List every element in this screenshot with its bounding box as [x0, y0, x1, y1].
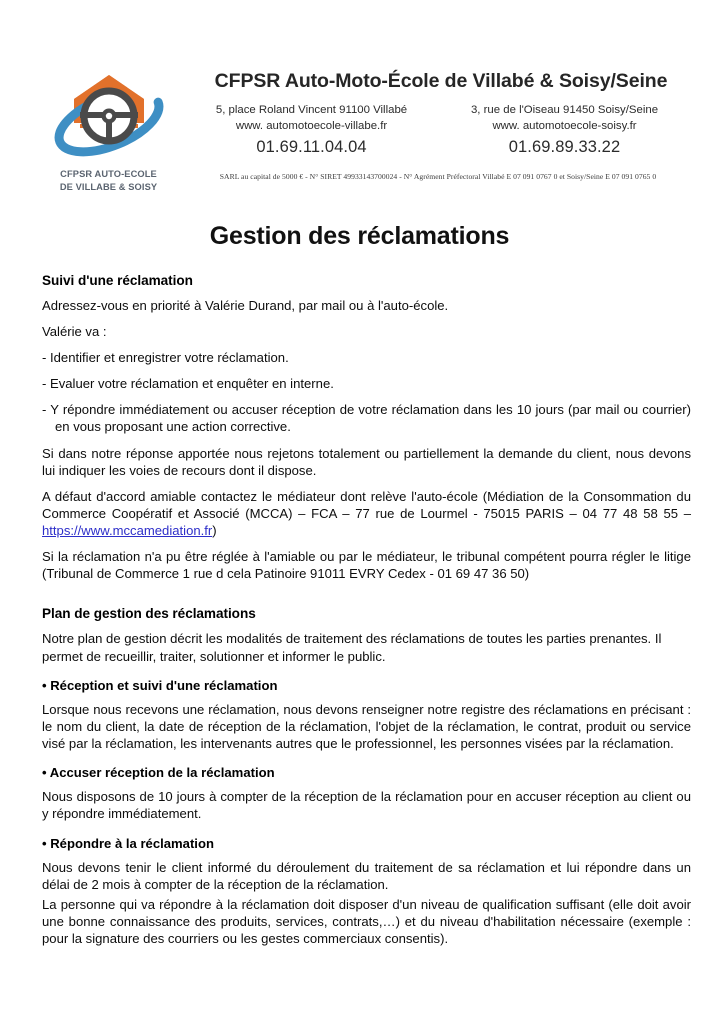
plan-subsection-reception [42, 677, 691, 752]
suivi-paragraph-rejet: Si dans notre réponse apportée nous rejetons totalement ou partiellement la demande du client, nous devons lui indiquer les voies de recours dont il dispose. [42, 445, 691, 478]
section-heading-plan: Plan de gestion des réclamations [42, 606, 256, 622]
logo-caption-line1: CFPSR AUTO-ECOLE [60, 169, 157, 179]
logo-block [36, 60, 181, 194]
plan-subsection-bullet: • Réception et suivi d'une réclamation [42, 677, 278, 693]
suivi-list-item: - Y répondre immédiatement ou accuser réception de votre réclamation dans les 10 jours (par mail ou courrier) en vous proposant une action corrective. [42, 402, 691, 435]
plan-subsection-body: Nous devons tenir le client informé du déroulement du traitement de sa réclamation et lui répondre dans un délai de 2 mois à compter de la réception de la réclamation. [42, 859, 691, 892]
suivi-list-item: - Identifier et enregistrer votre réclamation. [42, 349, 289, 365]
mcca-mediation-link[interactable]: https://www.mccamediation.fr [42, 523, 213, 539]
branch-website[interactable]: www. automotoecole-villabe.fr [235, 120, 388, 133]
branch-villabe [185, 103, 438, 158]
branch-soisy [438, 103, 691, 158]
section-heading-suivi: Suivi d'une réclamation [42, 272, 193, 288]
logo-caption [60, 168, 157, 194]
plan-subsection-repondre [42, 835, 691, 948]
branch-website[interactable]: www. automotoecole-soisy.fr [492, 120, 637, 133]
page-title: Gestion des réclamations [209, 221, 510, 250]
suivi-paragraph-mediateur [42, 488, 691, 539]
cfpsr-driving-school-logo-icon [50, 66, 168, 166]
suivi-list-item: - Evaluer votre réclamation et enquêter en interne. [42, 376, 334, 392]
branch-address: 5, place Roland Vincent 91100 Villabé [215, 104, 408, 116]
plan-intro: Notre plan de gestion décrit les modalités de traitement des réclamations de toutes les parties prenantes. Il permet de recueillir, traiter, solutionner et informer le public. [42, 631, 662, 664]
company-name: CFPSR Auto-Moto-École de Villabé & Soisy/Seine [214, 70, 668, 92]
suivi-lead-in: Valérie va : [42, 323, 107, 339]
plan-subsection-bullet: • Répondre à la réclamation [42, 835, 214, 851]
branch-phone[interactable]: 01.69.89.33.22 [508, 137, 621, 156]
plan-subsection-accuser [42, 764, 691, 822]
document-body [0, 273, 719, 948]
header-text-block [181, 60, 691, 181]
legal-registration-line: SARL au capital de 5000 € - N° SIRET 49933143700024 - N° Agrément Préfectoral Villabé E 07 091 0767 0 et Soisy/Seine E 07 091 0765 0 [219, 172, 657, 182]
branch-phone[interactable]: 01.69.11.04.04 [256, 137, 367, 156]
mediateur-text-after-link: ) [212, 523, 217, 539]
branch-address: 3, rue de l'Oiseau 91450 Soisy/Seine [470, 104, 659, 116]
plan-subsection-body: La personne qui va répondre à la réclamation doit disposer d'un niveau de qualification suffisant (elle doit avoir une bonne connaissance des produits, services, contrats,…) et du niveau d'habilitation nécessaire (exemple : pour la signature des courriers ou les gestes commerciaux consentis). [42, 896, 691, 947]
document-header [0, 0, 719, 194]
plan-subsection-body: Lorsque nous recevons une réclamation, nous devons renseigner notre registre des réclamations en précisant : le nom du client, la date de réception de la réclamation, l'objet de la réclamation, le contrat, produit ou service visé par la réclamation, les intervenants autres que le professionnel, les personnes visées par la réclamation. [42, 701, 691, 752]
mediateur-text-before-link: A défaut d'accord amiable contactez le médiateur dont relève l'auto-école (Médiation de la Consommation du Commerce Coopératif et Associé (MCCA) – FCA – 77 rue de Lourmel - 75015 PARIS – 04 77 48 58 55 – [42, 488, 691, 521]
suivi-intro: Adressez-vous en priorité à Valérie Durand, par mail ou à l'auto-école. [42, 297, 449, 313]
logo-caption-line2: DE VILLABE & SOISY [59, 181, 158, 192]
suivi-paragraph-tribunal: Si la réclamation n'a pu être réglée à l'amiable ou par le médiateur, le tribunal compétent pourra régler le litige (Tribunal de Commerce 1 rue d cela Patinoire 91011 EVRY Cedex - 01 69 47 36 50) [42, 549, 691, 582]
section-plan [42, 606, 691, 947]
plan-subsection-body: Nous disposons de 10 jours à compter de la réception de la réclamation pour en accuser réception au client ou y répondre immédiatement. [42, 789, 691, 822]
branches-row [185, 103, 691, 158]
plan-subsection-bullet: • Accuser réception de la réclamation [42, 765, 275, 781]
section-suivi [42, 273, 691, 583]
